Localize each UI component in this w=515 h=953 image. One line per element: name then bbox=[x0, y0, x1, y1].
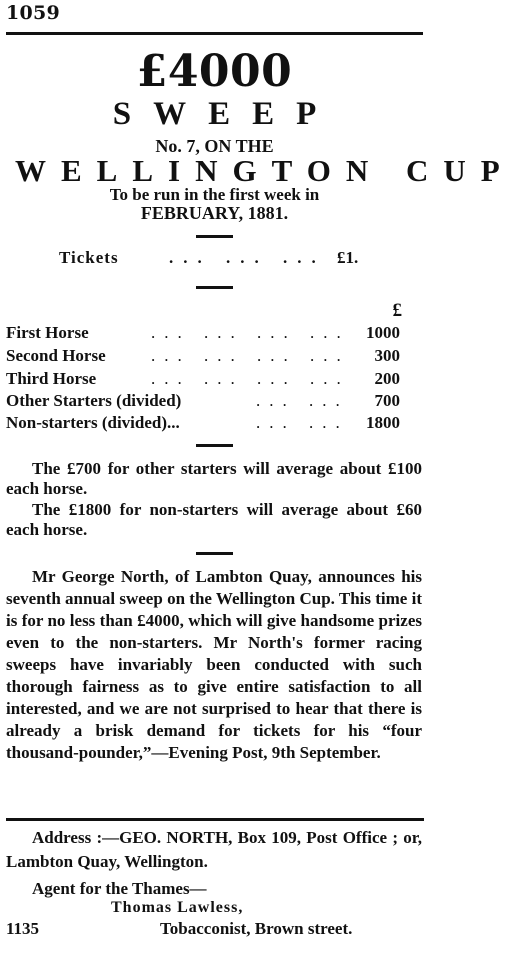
race-name: WELLINGTON CUP bbox=[15, 153, 515, 188]
agent-line: Agent for the Thames— bbox=[32, 879, 207, 898]
prize-value: 1800 bbox=[366, 413, 400, 432]
prize-currency-heading: £ bbox=[392, 300, 402, 321]
prize-leader-dots: ... ... ... ... bbox=[151, 369, 350, 388]
sweep-number-line: No. 7, ON THE bbox=[155, 136, 274, 156]
tickets-leader-dots: ... ... ... bbox=[169, 248, 326, 267]
short-divider bbox=[196, 286, 233, 289]
starters-average-note: The £700 for other starters will average about £100 each horse. bbox=[6, 459, 422, 498]
short-divider bbox=[196, 444, 233, 447]
announcement-paragraph: Mr George North, of Lambton Quay, announces his seventh annual sweep on the Wellington Cup. This time it is for no less than £4000, which will give handsome prizes even to the non-starters. Mr North's former racing sweeps have invariably been conducted with such thorough fairness as to give entire satisfaction to all interested, and we are not surprised to hear that there is already a brisk demand for tickets for his “four thousand-pounder,”—Evening Post, 9th September. bbox=[6, 567, 422, 762]
prize-label: First Horse bbox=[6, 323, 89, 342]
prize-row bbox=[6, 369, 400, 391]
non-starters-average-note: The £1800 for non-starters will average about £60 each horse. bbox=[6, 500, 422, 539]
prize-label: Non-starters (divided)... bbox=[6, 413, 180, 432]
tickets-label: Tickets bbox=[59, 248, 119, 267]
prize-leader-dots: ... ... bbox=[256, 413, 349, 432]
prize-row bbox=[6, 323, 400, 345]
prize-label: Second Horse bbox=[6, 346, 106, 365]
contact-address: Address :—GEO. NORTH, Box 109, Post Office ; or, Lambton Quay, Wellington. bbox=[6, 828, 422, 871]
prize-row bbox=[6, 346, 400, 368]
sweep-title: SWEEP bbox=[112, 96, 339, 132]
short-divider bbox=[196, 235, 233, 238]
prize-leader-dots: ... ... ... ... bbox=[151, 323, 350, 342]
section-divider bbox=[6, 818, 424, 821]
agent-name: Thomas Lawless, bbox=[111, 899, 244, 916]
ticket-price: £1. bbox=[337, 248, 359, 267]
run-line: To be run in the first week in bbox=[109, 185, 320, 204]
prize-row bbox=[6, 391, 400, 413]
prize-label: Other Starters (divided) bbox=[6, 391, 182, 410]
sweep-amount: £4000 bbox=[136, 46, 293, 97]
prize-value: 300 bbox=[374, 346, 400, 365]
prize-value: 1000 bbox=[366, 323, 400, 342]
race-date: FEBRUARY, 1881. bbox=[140, 203, 289, 223]
prize-leader-dots: ... ... bbox=[256, 391, 349, 410]
top-divider bbox=[6, 32, 423, 35]
page-number: 1059 bbox=[6, 2, 61, 24]
prize-label: Third Horse bbox=[6, 369, 97, 388]
agent-role: Tobacconist, Brown street. bbox=[160, 919, 353, 938]
short-divider bbox=[196, 552, 233, 555]
prize-value: 200 bbox=[374, 369, 400, 388]
prize-row bbox=[6, 413, 400, 435]
footer-code: 1135 bbox=[6, 919, 40, 938]
ticket-price-line bbox=[59, 248, 379, 272]
prize-value: 700 bbox=[374, 391, 400, 410]
prize-leader-dots: ... ... ... ... bbox=[151, 346, 350, 365]
